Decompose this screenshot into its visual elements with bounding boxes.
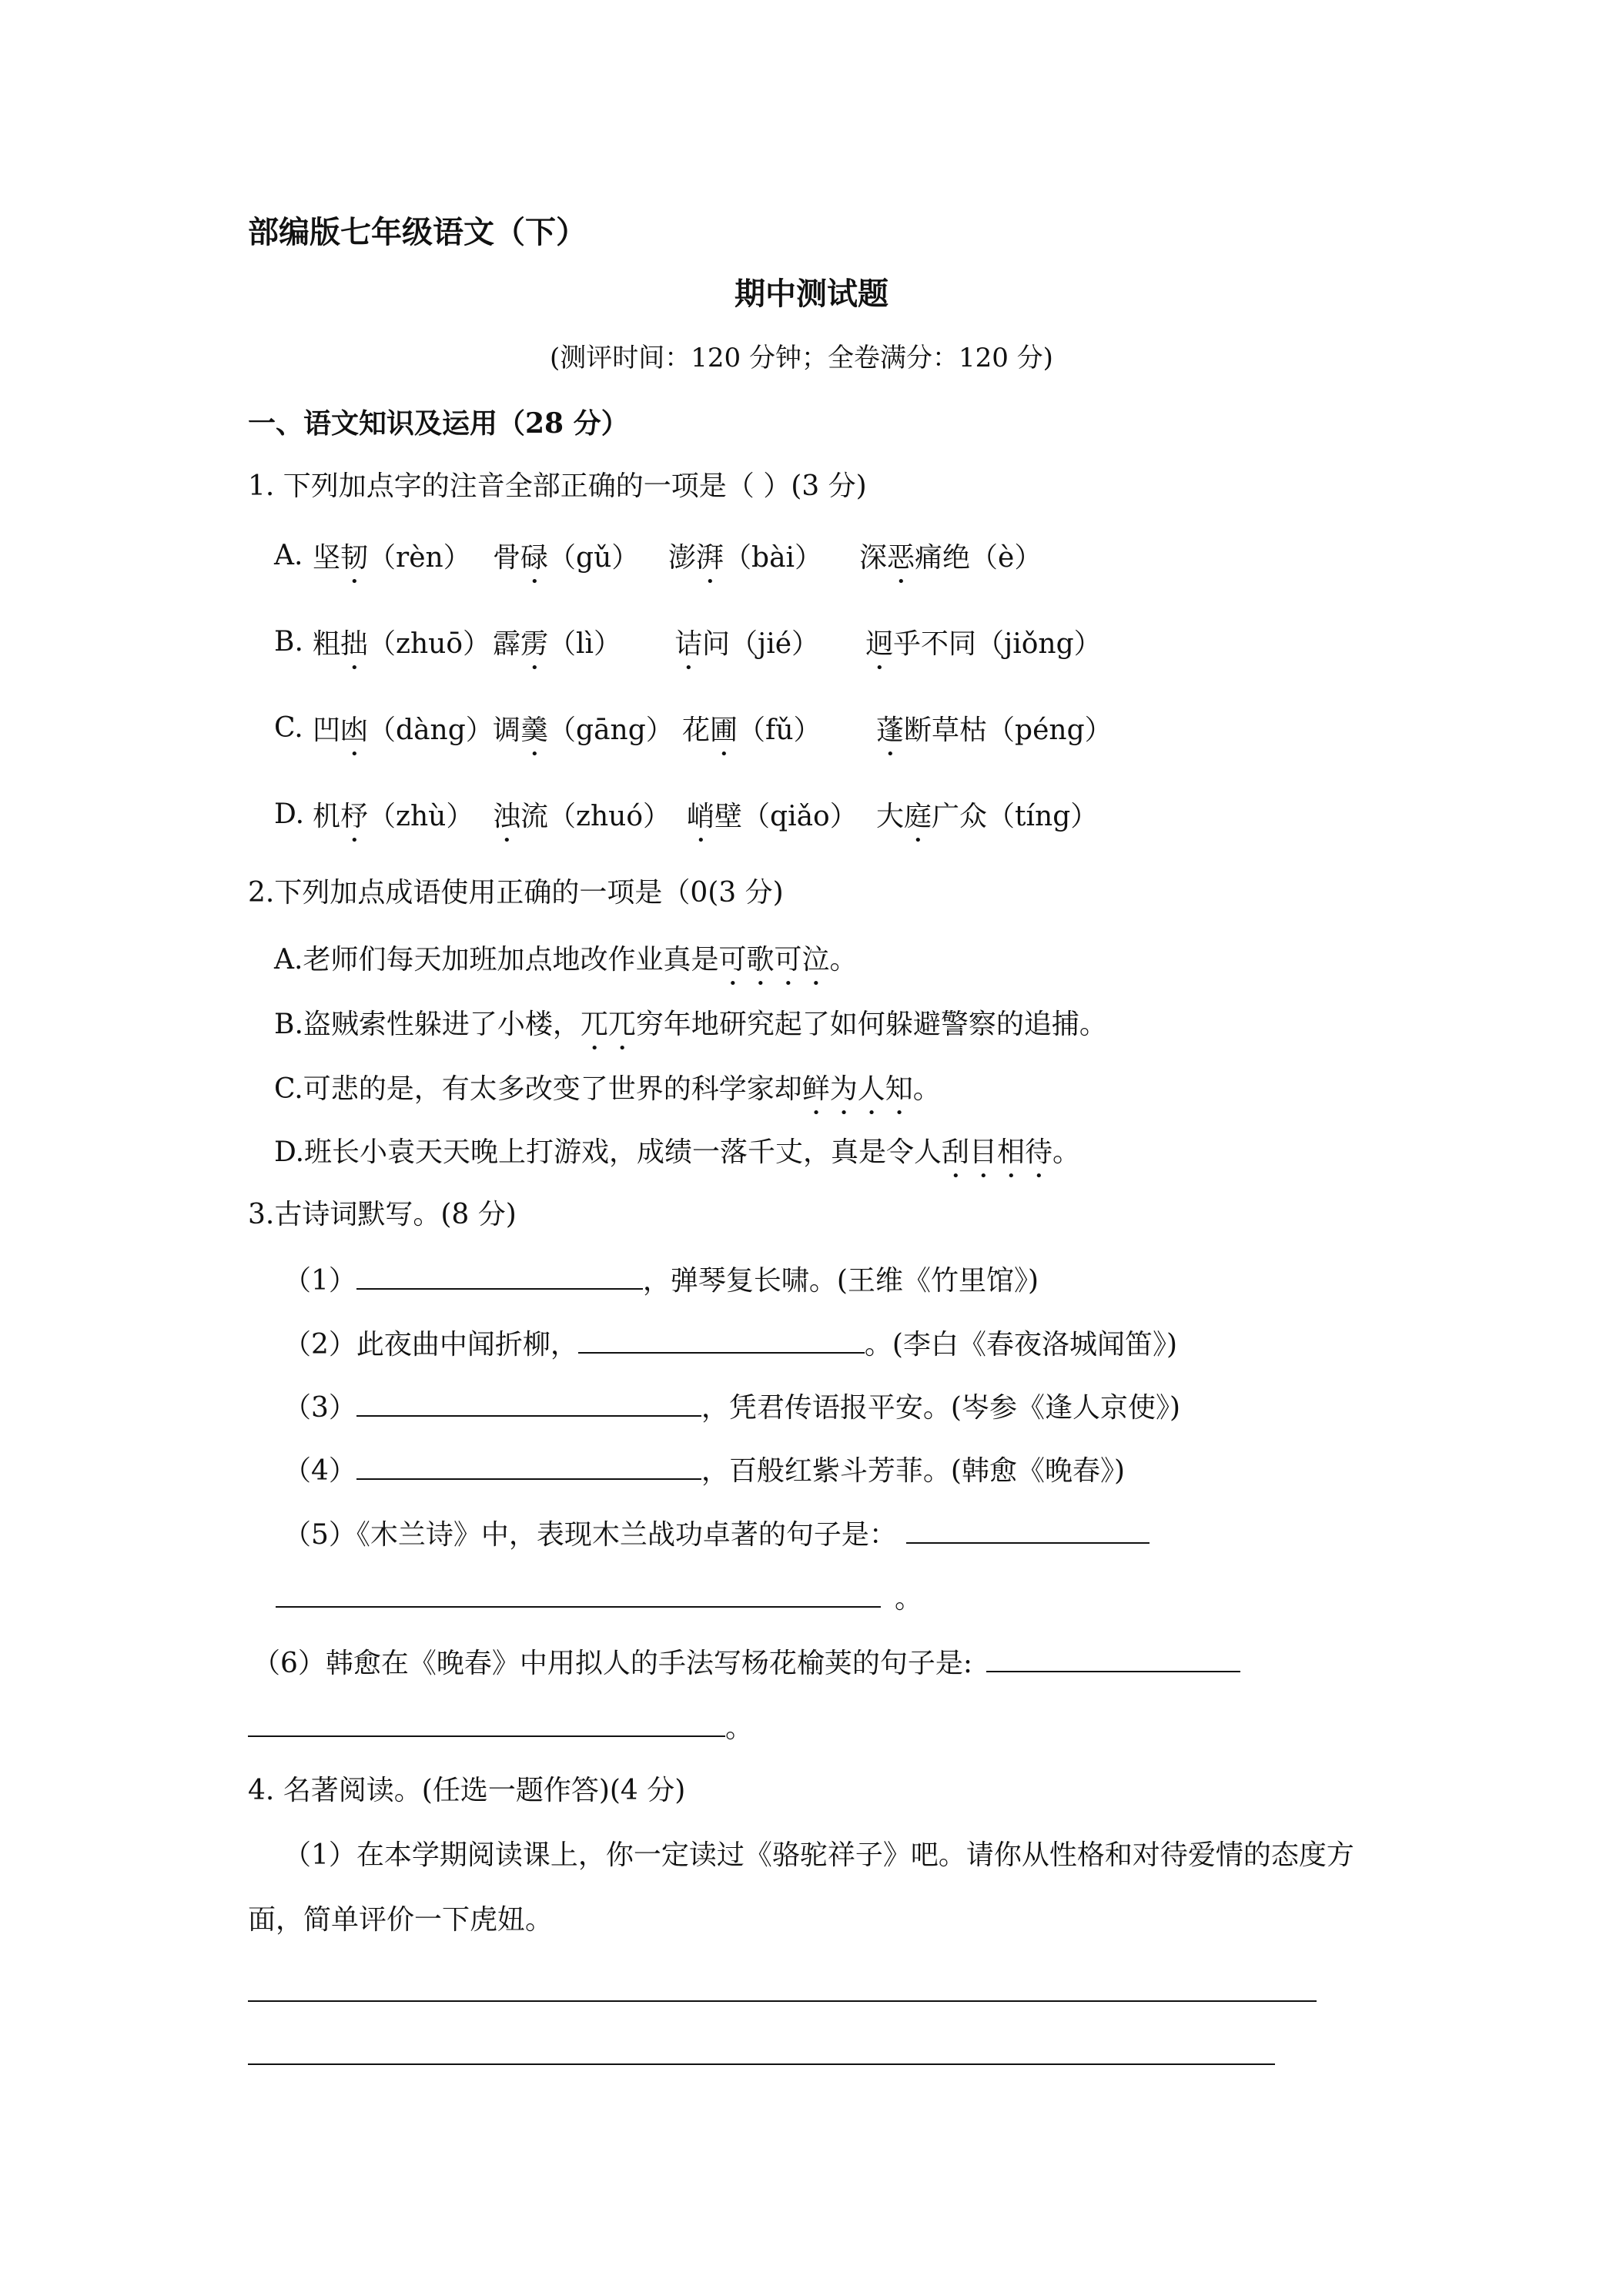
pinyin-text: （rèn）: [368, 542, 471, 574]
dotted-character: 峭: [687, 801, 715, 832]
dotted-idiom: 可歌可泣: [718, 944, 830, 976]
poem-item-5: [283, 1519, 1149, 1549]
answer-blank[interactable]: [356, 1265, 643, 1290]
pinyin-text: （jié）: [730, 628, 820, 660]
item-text: 。(李白《春夜洛城闻笛》): [864, 1329, 1178, 1361]
word-text: 大: [876, 801, 905, 832]
word-text: 流: [520, 801, 549, 832]
item-text: （6）韩愈在《晚春》中用拟人的手法写杨花榆荚的句子是:: [253, 1648, 973, 1679]
dotted-character: 杼: [340, 801, 369, 832]
dotted-character: 浊: [493, 801, 521, 832]
section-heading: 一、语文知识及运用（28 分）: [248, 407, 629, 440]
word-text: 广众: [932, 801, 988, 832]
pinyin-item: [313, 542, 471, 590]
word-text: 坚: [313, 542, 341, 574]
question-3-stem: 3.古诗词默写。(8 分): [248, 1199, 517, 1230]
exam-title: 期中测试题: [735, 276, 888, 312]
word-text: 乎不同: [893, 628, 977, 660]
dotted-idiom: 兀兀: [580, 1009, 636, 1040]
item-text: ，弹琴复长啸。(王维《竹里馆》): [642, 1265, 1039, 1297]
dotted-character: 碌: [520, 542, 549, 574]
pinyin-item: [313, 628, 490, 676]
dotted-character: 拙: [340, 628, 369, 660]
item-text: 此夜曲中闻折柳，: [356, 1329, 578, 1361]
dotted-character: 迥: [865, 628, 894, 660]
pinyin-item: [682, 715, 822, 762]
pinyin-text: （qiǎo）: [742, 801, 858, 832]
answer-blank[interactable]: [578, 1329, 865, 1354]
pinyin-text: （gāng）: [548, 715, 674, 746]
poem-item-4: [283, 1455, 1125, 1485]
word-text: 粗: [313, 628, 341, 660]
item-number: （3）: [283, 1392, 356, 1424]
question-2-stem: 2.下列加点成语使用正确的一项是（0(3 分): [248, 877, 784, 909]
dotted-character: 蓬: [876, 715, 905, 746]
answer-blank[interactable]: [276, 1583, 881, 1608]
poem-item-3: [283, 1392, 1180, 1422]
pinyin-item: [493, 628, 621, 676]
pinyin-text: （è）: [970, 542, 1042, 574]
option-text: D.班长小袁天天晚上打游戏，成绩一落千丈，真是令人: [274, 1136, 942, 1168]
question-4-stem: 4. 名著阅读。(任选一题作答)(4 分): [248, 1775, 686, 1806]
pinyin-item: [859, 542, 1042, 590]
dotted-character: 雳: [520, 628, 549, 660]
dotted-character: 恶: [887, 542, 915, 574]
option-label[interactable]: D.: [274, 798, 305, 830]
word-text: 痛绝: [915, 542, 971, 574]
pinyin-item: [313, 715, 494, 762]
option-row[interactable]: [274, 1073, 941, 1121]
word-text: 问: [702, 628, 731, 660]
word-text: 花: [682, 715, 711, 746]
poem-item-6-continued: [248, 1712, 753, 1742]
word-text: 调: [493, 715, 521, 746]
answer-blank[interactable]: [356, 1392, 701, 1417]
dotted-character: 羹: [520, 715, 549, 746]
dotted-character: 韧: [340, 542, 369, 574]
answer-blank[interactable]: [906, 1519, 1149, 1544]
pinyin-text: （péng）: [987, 715, 1113, 746]
pinyin-item: [674, 628, 819, 676]
option-text: 。: [1052, 1136, 1081, 1168]
word-text: 骨: [493, 542, 521, 574]
word-text: 霹: [493, 628, 521, 660]
pinyin-item: [493, 542, 639, 590]
item-number: （1）: [283, 1265, 356, 1297]
pinyin-text: （dàng）: [368, 715, 494, 746]
dotted-idiom: 鲜为人知: [801, 1073, 913, 1105]
pinyin-text: （zhuó）: [548, 801, 671, 832]
option-row[interactable]: [274, 1009, 1107, 1056]
answer-blank[interactable]: [356, 1455, 701, 1480]
option-text: A.老师们每天加班加点地改作业真是: [274, 944, 719, 976]
word-text: 壁: [714, 801, 743, 832]
question-4-item-1-line-1: （1）在本学期阅读课上，你一定读过《骆驼祥子》吧。请你从性格和对待爱情的态度方: [283, 1839, 1354, 1871]
answer-line[interactable]: [248, 2000, 1317, 2002]
pinyin-item: [313, 801, 474, 848]
item-text: ，百般红紫斗芳菲。(韩愈《晚春》): [701, 1455, 1125, 1487]
pinyin-item: [876, 801, 1098, 848]
pinyin-item: [493, 801, 671, 848]
pinyin-text: （bài）: [724, 542, 823, 574]
option-label[interactable]: C.: [274, 712, 303, 744]
dotted-character: 诘: [674, 628, 703, 660]
pinyin-item: [876, 715, 1113, 762]
pinyin-item: [493, 715, 674, 762]
pinyin-item: [668, 542, 822, 590]
dotted-character: 湃: [696, 542, 724, 574]
pinyin-text: （zhuō）: [368, 628, 491, 660]
poem-item-1: [283, 1265, 1039, 1295]
option-text: B.盗贼索性躲进了小楼，: [274, 1009, 581, 1040]
poem-item-5-continued: [276, 1583, 922, 1613]
word-text: 深: [859, 542, 888, 574]
option-row[interactable]: [274, 944, 857, 992]
option-text: 。: [829, 944, 858, 976]
item-text: ，凭君传语报平安。(岑参《逢人京使》): [701, 1392, 1180, 1424]
poem-item-6: [253, 1648, 1240, 1678]
dotted-character: 庭: [904, 801, 932, 832]
pinyin-text: （gǔ）: [548, 542, 640, 574]
question-1-stem: 1. 下列加点字的注音全部正确的一项是（ ）(3 分): [248, 470, 867, 502]
answer-line[interactable]: [248, 2063, 1275, 2065]
item-number: （4）: [283, 1455, 356, 1487]
pinyin-text: （tíng）: [987, 801, 1099, 832]
poem-item-2: [283, 1329, 1177, 1359]
item-number: （2）: [283, 1329, 356, 1361]
pinyin-text: （lì）: [548, 628, 622, 660]
option-text: 穷年地研究起了如何躲避警察的追捕。: [635, 1009, 1107, 1040]
series-title: 部编版七年级语文（下）: [248, 214, 587, 250]
option-text: 。: [912, 1073, 941, 1105]
question-4-item-1-line-2: 面，简单评价一下虎妞。: [248, 1904, 554, 1936]
pinyin-item: [865, 628, 1102, 676]
word-text: 澎: [668, 542, 697, 574]
pinyin-text: （fǔ）: [738, 715, 822, 746]
word-text: 机: [313, 801, 341, 832]
answer-blank[interactable]: [986, 1648, 1240, 1672]
item-text: （5）《木兰诗》中，表现木兰战功卓著的句子是：: [283, 1519, 897, 1551]
pinyin-item: [687, 801, 858, 848]
option-label[interactable]: A.: [274, 540, 303, 571]
item-end: 。: [725, 1712, 754, 1744]
option-row[interactable]: [274, 1136, 1080, 1184]
item-end: 。: [895, 1583, 923, 1615]
dotted-idiom: 刮目相待: [942, 1136, 1053, 1168]
dotted-character: 圃: [710, 715, 738, 746]
word-text: 凹: [313, 715, 341, 746]
pinyin-text: （zhù）: [368, 801, 474, 832]
option-text: C.可悲的是，有太多改变了世界的科学家却: [274, 1073, 802, 1105]
dotted-character: 凼: [340, 715, 369, 746]
pinyin-text: （jiǒng）: [976, 628, 1102, 660]
word-text: 断草枯: [904, 715, 988, 746]
option-label[interactable]: B.: [274, 626, 303, 658]
answer-blank[interactable]: [248, 1712, 725, 1737]
exam-info: (测评时间：120 分钟；全卷满分：120 分): [550, 343, 1053, 373]
